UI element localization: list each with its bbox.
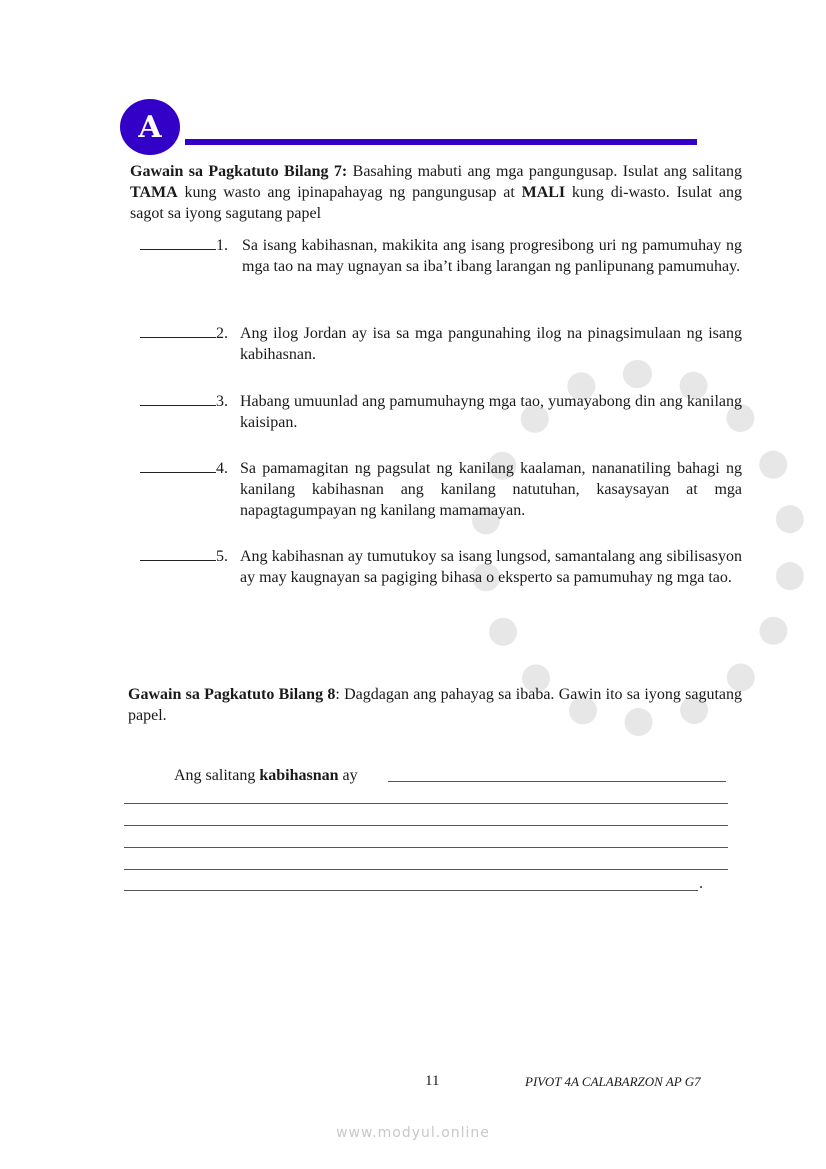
- item-number: 4.: [216, 460, 228, 477]
- instr-text: kung wasto ang ipinapahayag ng pangungusap at: [177, 184, 522, 201]
- footer-title: PIVOT 4A CALABARZON AP G7: [525, 1074, 701, 1089]
- activity8-instructions: [128, 684, 742, 726]
- page-number: 11: [425, 1073, 440, 1089]
- item-number: 1.: [216, 237, 228, 254]
- item-number: 3.: [216, 393, 228, 410]
- activity8-title: Gawain sa Pagkatuto Bilang 8: [128, 686, 336, 703]
- answer-blank[interactable]: [140, 458, 216, 473]
- answer-line[interactable]: [124, 803, 728, 804]
- item-text: Sa pamamagitan ng pagsulat ng kanilang kaalaman, nananatiling bahagi ng kanilang kabihasnan ang kanilang natutuhan, kasaysayan at mga napagtagumpayan ng kanilang mamamayan.: [240, 460, 742, 519]
- question-item: [140, 458, 742, 521]
- answer-line[interactable]: [124, 847, 728, 848]
- activity7-instructions: [130, 161, 742, 224]
- end-period: .: [699, 875, 703, 892]
- answer-blank[interactable]: [140, 235, 216, 250]
- instr-text: : Dagdagan ang pahayag sa ibaba. Gawin ito sa iyong sagutang papel.: [128, 686, 742, 724]
- question-item: [140, 546, 742, 588]
- answer-line[interactable]: [124, 825, 728, 826]
- answer-blank[interactable]: [140, 391, 216, 406]
- question-item: [140, 323, 742, 365]
- answer-line[interactable]: [124, 890, 698, 891]
- prompt-text: Ang salitang: [174, 767, 260, 784]
- instr-text: kung di-wasto. Isulat ang sagot sa iyong sagutang papel: [130, 184, 742, 222]
- section-badge: A: [120, 99, 180, 155]
- answer-line[interactable]: [124, 869, 728, 870]
- mali-keyword: MALI: [521, 184, 566, 201]
- question-item: [140, 235, 742, 277]
- prompt-keyword: kabihasnan: [259, 767, 339, 784]
- section-rule: [185, 139, 697, 145]
- item-text: Habang umuunlad ang pamumuhayng mga tao, yumayabong din ang kanilang kaisipan.: [240, 393, 742, 431]
- prompt-line: [174, 765, 358, 786]
- item-text: Ang kabihasnan ay tumutukoy sa isang lungsod, samantalang ang sibilisasyon ay may kaugnayan sa pagiging bihasa o eksperto sa pamumuhay ng mga tao.: [240, 548, 742, 586]
- answer-line[interactable]: [388, 781, 726, 782]
- site-watermark: www.modyul.online: [336, 1125, 490, 1141]
- tama-keyword: TAMA: [130, 184, 178, 201]
- item-text: Sa isang kabihasnan, makikita ang isang progresibong uri ng pamumuhay ng mga tao na may ugnayan sa iba’t ibang larangan ng panlipunang pamumuhay.: [242, 237, 742, 275]
- activity7-title: Gawain sa Pagkatuto Bilang 7:: [130, 163, 348, 180]
- item-number: 2.: [216, 325, 228, 342]
- prompt-text: ay: [338, 767, 358, 784]
- item-number: 5.: [216, 548, 228, 565]
- question-item: [140, 391, 742, 433]
- item-text: Ang ilog Jordan ay isa sa mga pangunahing ilog na pinagsimulaan ng isang kabihasnan.: [240, 325, 742, 363]
- answer-blank[interactable]: [140, 546, 216, 561]
- answer-blank[interactable]: [140, 323, 216, 338]
- instr-text: Basahing mabuti ang mga pangungusap. Isulat ang salitang: [347, 163, 742, 180]
